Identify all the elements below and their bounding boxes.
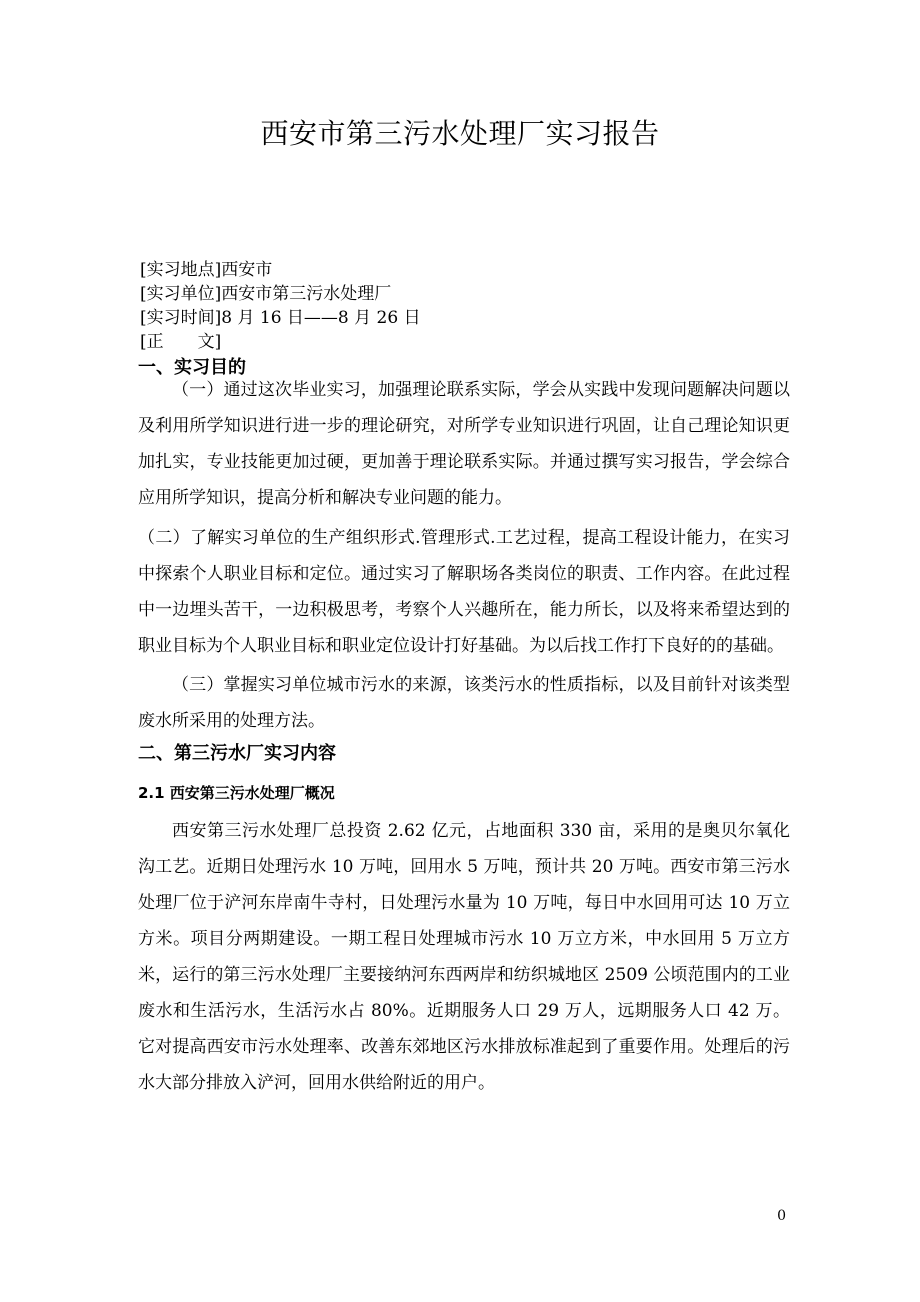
- overview-text: [138, 813, 790, 1101]
- meta-unit: [实习单位]西安市第三污水处理厂: [140, 284, 392, 304]
- page-title: 西安市第三污水处理厂实习报告: [260, 117, 660, 150]
- meta-body-label: [正 文]: [140, 332, 222, 352]
- overview-paragraph: 西安第三污水处理厂总投资 2.62 亿元，占地面积 330 亩，采用的是奥贝尔氧化沟工艺。近期日处理污水 10 万吨，回用水 5 万吨，预计共 20 万吨。西安市第三污水处理厂位于浐河东岸南牛寺村，日处理污水量为 10 万吨，每日中水回用可达 10 万立方米。项目分两期建设。一期工程日处理城市污水 10 万立方米，中水回用 5 万立方米，运行的第三污水处理厂主要接纳河东西两岸和纺织城地区 2509 公顷范围内的工业废水和生活污水，生活污水占 80%。近期服务人口 29 万人，远期服务人口 42 万。它对提高西安市污水处理率、改善东郊地区污水排放标准起到了重要作用。处理后的污水大部分排放入浐河，回用水供给附近的用户。: [138, 821, 790, 1093]
- section-heading-content: 二、第三污水厂实习内容: [138, 743, 336, 764]
- objective-paragraph-2: （二）了解实习单位的生产组织形式.管理形式.工艺过程，提高工程设计能力，在实习中探索个人职业目标和定位。通过实习了解职场各类岗位的职责、工作内容。在此过程中一边埋头苦干，一边积极思考，考察个人兴趣所在，能力所长，以及将来希望达到的职业目标为个人职业目标和职业定位设计打好基础。为以后找工作打下良好的的基础。: [138, 528, 790, 656]
- meta-time: [实习时间]8 月 16 日——8 月 26 日: [140, 308, 421, 328]
- objective-paragraph-3: （三）掌握实习单位城市污水的来源，该类污水的性质指标，以及目前针对该类型废水所采用的处理方法。: [138, 675, 790, 731]
- section-heading-objectives: 一、实习目的: [138, 357, 246, 378]
- meta-location: [实习地点]西安市: [140, 260, 273, 280]
- objectives-text: [138, 372, 790, 739]
- objective-paragraph-1: （一）通过这次毕业实习，加强理论联系实际，学会从实践中发现问题解决问题以及利用所学知识进行进一步的理论研究，对所学专业知识进行巩固，让自己理论知识更加扎实，专业技能更加过硬，更加善于理论联系实际。并通过撰写实习报告，学会综合应用所学知识，提高分析和解决专业问题的能力。: [138, 380, 790, 508]
- subsection-heading-overview: 2.1 西安第三污水处理厂概况: [138, 784, 335, 802]
- page-number: 0: [777, 1208, 786, 1224]
- report-meta: [140, 258, 790, 354]
